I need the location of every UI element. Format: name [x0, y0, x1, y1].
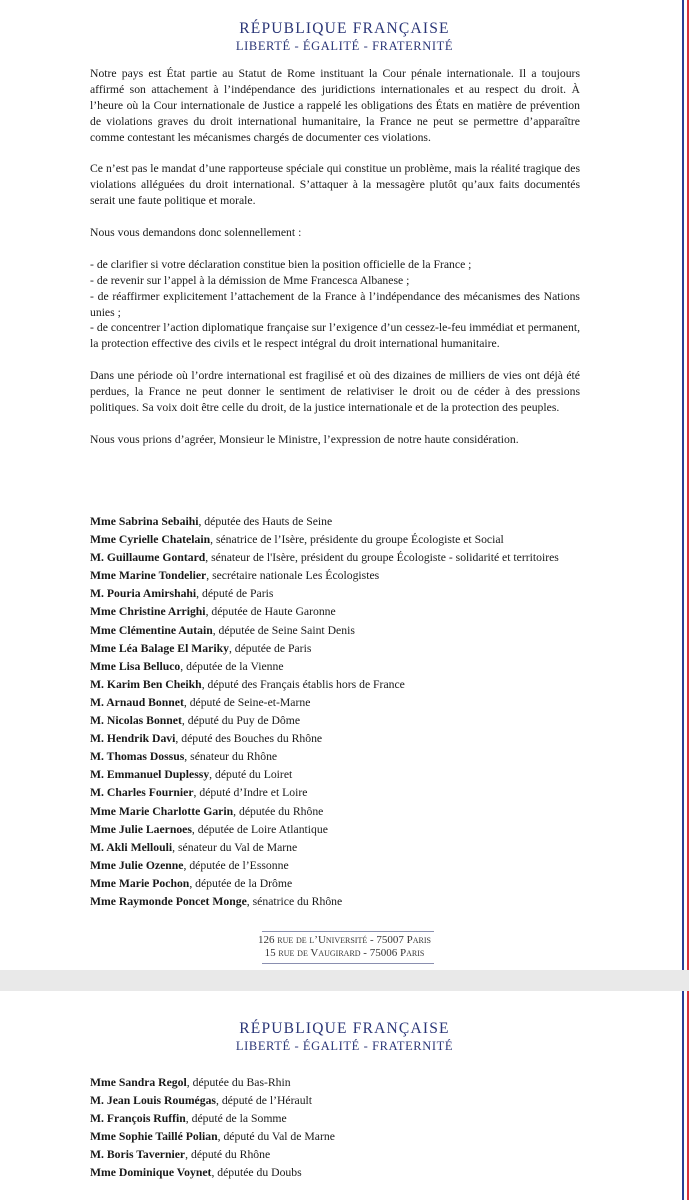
signatory-row — [90, 784, 610, 802]
signatory-role: , député du Rhône — [185, 1148, 271, 1162]
list-item: - de concentrer l’action diplomatique française sur l’exigence d’un cessez-le-feu immédiat et permanent, la protection effective des civils et le respect intégral du droit international humanitaire. — [90, 321, 580, 351]
signatory-row — [90, 531, 610, 549]
signatory-name: M. Thomas Dossus — [90, 750, 185, 764]
signatory-role: , députée de Seine Saint Denis — [212, 623, 355, 637]
signatory-row — [90, 1074, 610, 1092]
signatory-role: , députée de la Vienne — [180, 659, 284, 673]
signatory-role: , député du Val de Marne — [217, 1130, 335, 1144]
signatory-role: , députée de Haute Garonne — [205, 605, 336, 619]
signatory-role: , députée de Loire Atlantique — [191, 822, 328, 836]
signatory-role: , député d’Indre et Loire — [193, 786, 308, 800]
signatory-row — [90, 712, 610, 730]
signatory-name: Mme Lisa Belluco — [90, 659, 181, 673]
letterhead-title: RÉPUBLIQUE FRANÇAISE — [239, 1020, 450, 1037]
signatory-role: , sénateur du Rhône — [184, 750, 278, 764]
signatory-name: Mme Sandra Regol — [90, 1076, 187, 1089]
letter-page-2 — [0, 991, 689, 1200]
signatory-row — [90, 603, 610, 621]
signatory-name: M. Nicolas Bonnet — [90, 714, 182, 728]
signatory-role: , députée du Bas-Rhin — [186, 1076, 291, 1089]
signatory-name: M. Karim Ben Cheikh — [90, 677, 202, 691]
letterhead-title: RÉPUBLIQUE FRANÇAISE — [239, 20, 450, 37]
signatory-name: Mme Dominique Voynet — [90, 1166, 212, 1180]
address-line: 126 rue de l’Université - 75007 Paris — [258, 934, 431, 946]
signatory-name: Mme Raymonde Poncet Monge — [90, 894, 247, 908]
paragraph: Ce n’est pas le mandat d’une rapporteuse spéciale qui constitue un problème, mais la réalité tragique des violations alléguées du droit international. S’attaquer à la messagère plutôt qu’aux faits documentés serait une faute politique et morale. — [90, 162, 580, 208]
signatory-name: Mme Clémentine Autain — [90, 623, 213, 637]
list-item: - de clarifier si votre déclaration constitue bien la position officielle de la France ; — [90, 257, 472, 271]
signatory-row — [90, 585, 610, 603]
letter-body — [90, 66, 580, 464]
paragraph: Nous vous demandons donc solennellement : — [90, 226, 302, 240]
signatory-role: , députée de Paris — [228, 641, 312, 655]
signatory-role: , député de Paris — [196, 587, 274, 601]
signatory-row — [90, 803, 610, 821]
signatory-row — [90, 513, 610, 531]
closing-formula: Nous vous prions d’agréer, Monsieur le Ministre, l’expression de notre haute considération. — [90, 432, 519, 446]
signatory-role: , sénateur du Val de Marne — [172, 840, 298, 854]
signatory-name: Mme Marine Tondelier — [90, 569, 207, 583]
tricolor-border — [682, 0, 689, 970]
signatory-row — [90, 549, 610, 567]
signatory-role: , sénateur de l'Isère, président du groupe Écologiste - solidarité et territoires — [205, 551, 559, 565]
signatory-role: , sénatrice du Rhône — [246, 894, 343, 908]
signatory-role: , députée de la Drôme — [189, 876, 293, 890]
signatory-name: Mme Léa Balage El Mariky — [90, 641, 229, 655]
signatory-name: M. Hendrik Davi — [90, 732, 176, 746]
signatory-row — [90, 1110, 610, 1128]
signatory-role: , députée du Doubs — [211, 1166, 302, 1180]
signatory-row — [90, 821, 610, 839]
signatory-row — [90, 1164, 610, 1182]
signatory-row — [90, 676, 610, 694]
signatory-name: Mme Sophie Taillé Polian — [90, 1130, 218, 1144]
signatory-role: , député de l’Hérault — [215, 1094, 313, 1108]
signatory-row — [90, 766, 610, 784]
letterhead-motto: LIBERTÉ - ÉGALITÉ - FRATERNITÉ — [235, 39, 454, 53]
signatory-name: Mme Marie Charlotte Garin — [90, 804, 234, 818]
letterhead — [0, 1020, 689, 1054]
signatory-name: Mme Julie Ozenne — [90, 858, 184, 872]
signatory-row — [90, 640, 610, 658]
request-list — [90, 257, 580, 352]
signatory-role: , député de la Somme — [185, 1112, 287, 1126]
signatory-role: , députée des Hauts de Seine — [198, 515, 333, 528]
paragraph: Notre pays est État partie au Statut de Rome instituant la Cour pénale internationale. Il a toujours affirmé son attachement à l’indépendance des juridictions internationales et au respect du droit. À l’heure où la Cour internationale de Justice a rappelé les obligations des États en matière de prévention de violations graves du droit international humanitaire, la France ne peut se permettre d’apparaître comme contestant les mécanismes chargés de documenter ces violations. — [90, 67, 580, 144]
signatory-row — [90, 567, 610, 585]
signatory-row — [90, 748, 610, 766]
signatory-name: Mme Cyrielle Chatelain — [90, 533, 211, 547]
signatory-name: Mme Christine Arrighi — [90, 605, 206, 619]
signatory-row — [90, 658, 610, 676]
signatory-name: Mme Marie Pochon — [90, 876, 190, 890]
signatory-role: , député de Seine-et-Marne — [183, 695, 311, 709]
address-line: 15 rue de Vaugirard - 75006 Paris — [264, 947, 425, 959]
signatory-role: , député du Puy de Dôme — [181, 714, 301, 728]
letterhead-motto: LIBERTÉ - ÉGALITÉ - FRATERNITÉ — [235, 1039, 454, 1053]
signatory-name: M. Boris Tavernier — [90, 1148, 186, 1162]
paragraph: Dans une période où l’ordre international est fragilisé et où des dizaines de milliers de vies ont déjà été perdues, la France ne peut donner le sentiment de relativiser le droit ou de céder à des pressions politiques. Sa voix doit être celle du droit, de la justice internationale et de la protection des peuples. — [90, 369, 580, 414]
signatory-row — [90, 893, 610, 911]
signatory-name: M. Jean Louis Roumégas — [90, 1094, 216, 1108]
signatory-name: M. Charles Fournier — [90, 786, 194, 800]
address-footer — [0, 934, 689, 960]
signatory-row — [90, 839, 610, 857]
signatory-name: M. Guillaume Gontard — [90, 551, 206, 565]
signatory-row — [90, 1146, 610, 1164]
signatory-name: M. François Ruffin — [90, 1112, 186, 1126]
signatory-name: Mme Sabrina Sebaihi — [90, 515, 199, 528]
signatory-role: , sénatrice de l’Isère, présidente du groupe Écologiste et Social — [210, 533, 504, 547]
signatory-role: , député des Bouches du Rhône — [175, 732, 323, 746]
signatory-role: , députée de l’Essonne — [183, 858, 289, 872]
signatory-role: , députée du Rhône — [233, 804, 324, 818]
signatory-row — [90, 1092, 610, 1110]
signatory-row — [90, 857, 610, 875]
signatory-name: M. Akli Mellouli — [90, 840, 173, 854]
signatory-row — [90, 730, 610, 748]
signatory-role: , député des Français établis hors de France — [201, 677, 405, 691]
signatory-row — [90, 694, 610, 712]
signatory-row — [90, 622, 610, 640]
signatory-role: , secrétaire nationale Les Écologistes — [206, 569, 380, 583]
signatory-row — [90, 875, 610, 893]
signatory-name: M. Arnaud Bonnet — [90, 695, 184, 709]
signatory-list — [90, 513, 610, 911]
signatory-name: M. Emmanuel Duplessy — [90, 768, 210, 782]
letterhead — [0, 20, 689, 54]
list-item: - de revenir sur l’appel à la démission de Mme Francesca Albanese ; — [90, 273, 410, 287]
signatory-role: , député du Loiret — [209, 768, 293, 782]
signatory-name: Mme Julie Laernoes — [90, 822, 192, 836]
signatory-list — [90, 1074, 610, 1183]
list-item: - de réaffirmer explicitement l’attachement de la France à l’indépendance des mécanismes des Nations unies ; — [90, 289, 580, 319]
signatory-name: M. Pouria Amirshahi — [90, 587, 197, 601]
signatory-row — [90, 1128, 610, 1146]
